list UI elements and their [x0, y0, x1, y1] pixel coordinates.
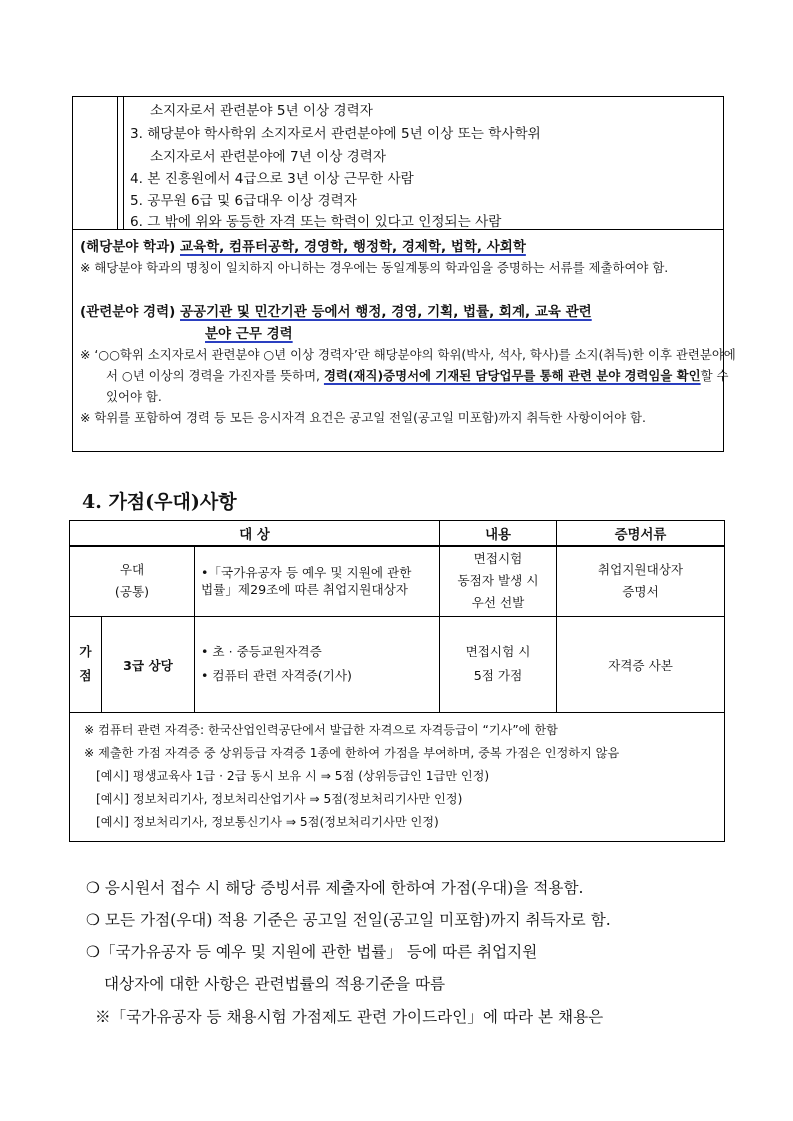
row-content	[440, 616, 557, 712]
bullet-item: ❍ 응시원서 접수 시 해당 증빙서류 제출자에 한하여 가점(우대)을 적용함.	[86, 879, 584, 897]
header-docs: 증명서류	[557, 521, 725, 547]
target-line: • 컴퓨터 관련 자격증(기사)	[201, 668, 352, 683]
row-docs: 자격증 사본	[557, 616, 725, 712]
row-label-2: 점	[79, 668, 92, 683]
divider	[117, 97, 118, 229]
row-label	[70, 546, 195, 616]
career-value: 공공기관 및 민간기관 등에서 행정, 경영, 기획, 법률, 회계, 교육 관련	[180, 304, 592, 320]
docs-line: 증명서	[622, 584, 659, 600]
dept-value: 교육학, 컴퓨터공학, 경영학, 행정학, 경제학, 법학, 사회학	[180, 239, 526, 255]
row-target	[195, 616, 440, 712]
qualification-line: 3. 해당분야 학사학위 소지자로서 관련분야에 5년 이상 또는 학사학위	[130, 126, 541, 142]
header-content: 내용	[440, 521, 557, 547]
bonus-table	[69, 520, 725, 842]
dept-heading-row	[80, 235, 526, 255]
career-heading-row-2	[205, 322, 293, 342]
career-heading-row	[80, 300, 592, 320]
content-line: 면접시험 시	[465, 644, 531, 659]
qualification-line: 소지자로서 관련분야 5년 이상 경력자	[150, 103, 373, 119]
bullet-item: 대상자에 대한 사항은 관련법률의 적용기준을 따름	[104, 975, 446, 993]
bullet-item: ※「국가유공자 등 채용시험 가점제도 관련 가이드라인」에 따라 본 채용은	[95, 1008, 604, 1026]
note-line: [예시] 정보처리기사, 정보통신기사 ⇒ 5점(정보처리기사만 인정)	[96, 814, 439, 829]
dept-heading: (해당분야 학과)	[80, 239, 176, 255]
qualification-line: 소지자로서 관련분야에 7년 이상 경력자	[150, 149, 387, 165]
qualification-line: 4. 본 진흥원에서 4급으로 3년 이상 근무한 사람	[130, 171, 414, 187]
content-line: 동점자 발생 시	[457, 573, 539, 589]
table-notes-row	[70, 712, 725, 842]
dept-note: ※ 해당분야 학과의 명칭이 일치하지 아니하는 경우에는 동일계통의 학과임을 증명하는 서류를 제출하여야 함.	[80, 260, 669, 275]
header-target: 대 상	[70, 521, 440, 547]
row-label-2: (공통)	[114, 584, 150, 600]
qualification-line: 5. 공무원 6급 및 6급대우 이상 경력자	[130, 193, 357, 209]
table-row	[70, 616, 725, 712]
note-line: ※ 컴퓨터 관련 자격증: 한국산업인력공단에서 발급한 자격으로 자격등급이 “기사”에 한함	[84, 722, 558, 737]
content-line: 면접시험	[473, 551, 523, 567]
career-note	[80, 344, 744, 407]
content-line: 5점 가점	[473, 668, 523, 683]
qualification-line: 6. 그 밖에 위와 동등한 자격 또는 학력이 있다고 인정되는 사람	[130, 214, 502, 230]
row-label-1: 우대	[119, 562, 145, 578]
table-notes	[70, 712, 725, 842]
career-heading: (관련분야 경력)	[80, 304, 176, 320]
note-line: [예시] 정보처리기사, 정보처리산업기사 ⇒ 5점(정보처리기사만 인정)	[96, 791, 463, 806]
content-line: 우선 선발	[471, 595, 525, 611]
target-line: • 초 · 중등교원자격증	[201, 644, 322, 659]
row-sublabel: 3급 상당	[102, 616, 195, 712]
docs-line: 취업지원대상자	[597, 562, 684, 578]
table-header-row	[70, 521, 725, 547]
career-value-cont: 분야 근무 경력	[205, 326, 293, 342]
bullet-item: ❍ 모든 가점(우대) 적용 기준은 공고일 전일(공고일 미포함)까지 취득자로 함.	[86, 911, 611, 929]
note-line: ※ 제출한 가점 자격증 중 상위등급 자격증 1종에 한하여 가점을 부여하며, 중복 가점은 인정하지 않음	[84, 745, 620, 760]
row-content	[440, 546, 557, 616]
row-label-1: 가	[79, 644, 92, 659]
career-note-2: ※ 학위를 포함하여 경력 등 모든 응시자격 요건은 공고일 전일(공고일 미포함)까지 취득한 사항이어야 함.	[80, 410, 646, 425]
section-title: 4. 가점(우대)사항	[82, 491, 237, 513]
bullet-item: ❍「국가유공자 등 예우 및 지원에 관한 법률」 등에 따른 취업지원	[86, 943, 538, 961]
table-row	[70, 546, 725, 616]
row-label	[70, 616, 102, 712]
row-docs	[557, 546, 725, 616]
career-note-tail: 할 수 있어야 함.	[106, 368, 729, 404]
career-note-emphasis: 경력(재직)증명서에 기재된 담당업무를 통해 관련 분야 경력임을 확인	[323, 368, 701, 383]
note-line: [예시] 평생교육사 1급 · 2급 동시 보유 시 ⇒ 5점 (상위등급인 1급만 인정)	[96, 768, 490, 783]
divider	[123, 97, 124, 229]
row-target: •「국가유공자 등 예우 및 지원에 관한 법률」제29조에 따른 취업지원대상자	[195, 546, 440, 616]
career-note-text: ※ ‘○○학위 소지자로서 관련분야 ○년 이상 경력자’란 해당분야의 학위(박사, 석사, 학사)를 소지(취득)한 이후 관련분야에서 ○년 이상의 경력을 가진자를 뜻하며,	[80, 347, 736, 383]
